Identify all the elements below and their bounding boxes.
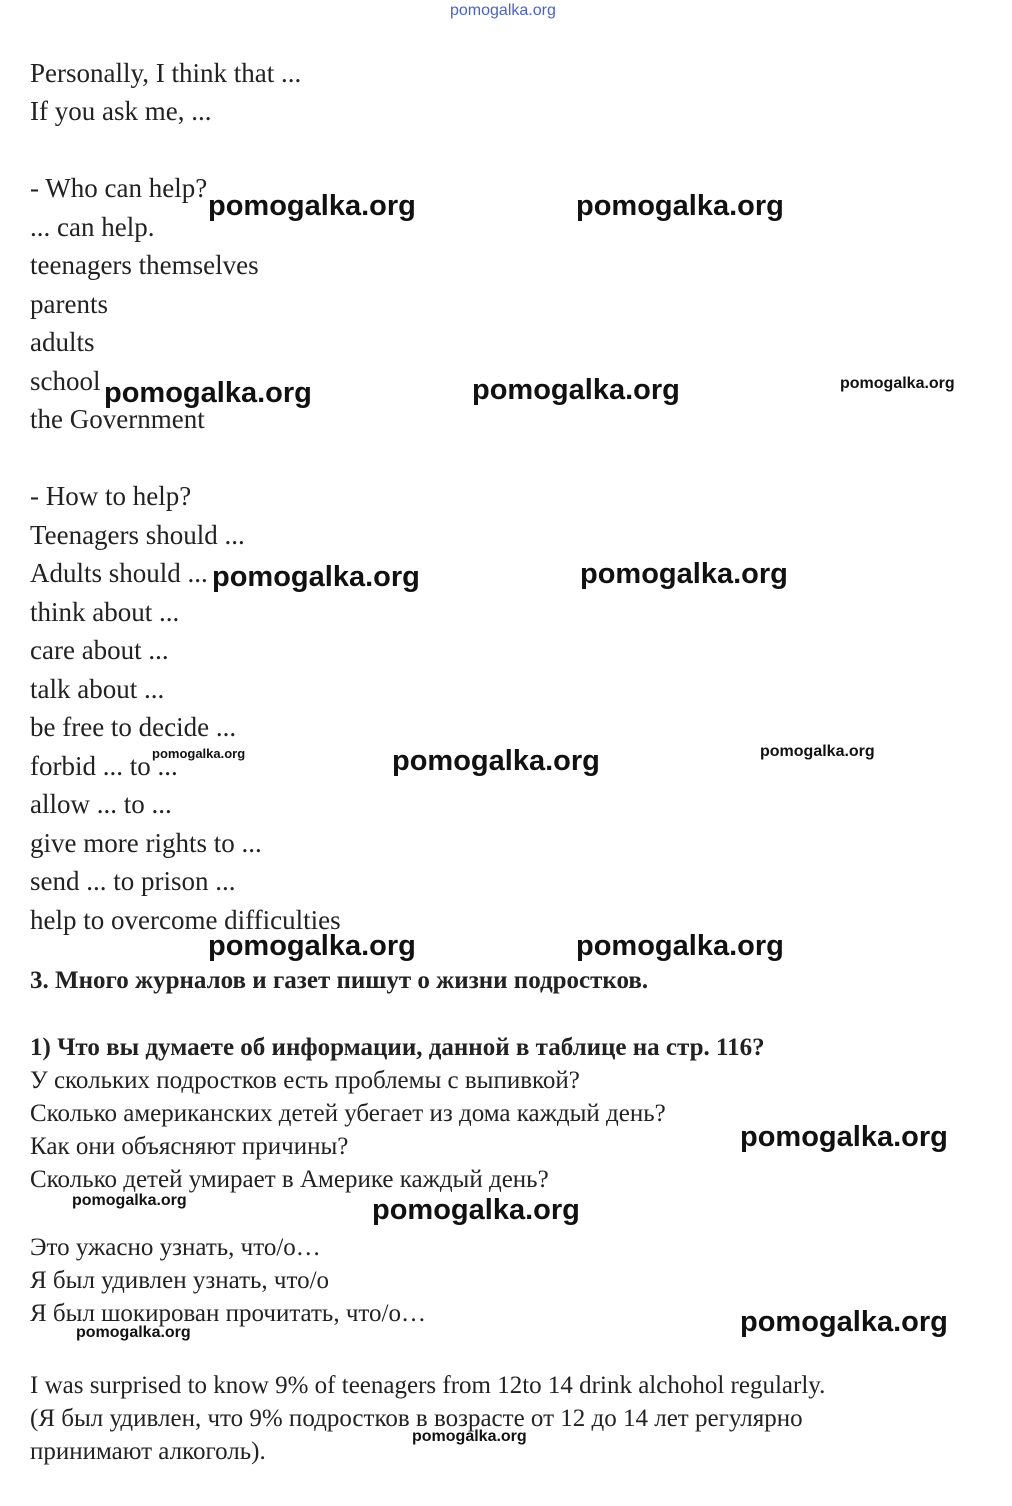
- watermark: pomogalka.org: [208, 190, 416, 222]
- text-line: Я был удивлен узнать, что/о: [30, 1267, 330, 1294]
- text-line: be free to decide ...: [30, 712, 237, 742]
- text-line: Сколько детей умирает в Америке каждый день?: [30, 1166, 549, 1193]
- watermark: pomogalka.org: [372, 1194, 580, 1226]
- watermark: pomogalka.org: [740, 1121, 948, 1153]
- text-line: the Government: [30, 404, 205, 434]
- text-line: allow ... to ...: [30, 789, 172, 819]
- watermark: pomogalka.org: [212, 561, 420, 593]
- example-russian-line-2: принимают алкоголь).: [30, 1438, 266, 1465]
- watermark-top: pomogalka.org: [450, 2, 556, 19]
- text-line: Как они объясняют причины?: [30, 1133, 349, 1160]
- watermark: pomogalka.org: [740, 1306, 948, 1338]
- watermark: pomogalka.org: [472, 374, 680, 406]
- text-line: talk about ...: [30, 674, 165, 704]
- example-russian-line-1: (Я был удивлен, что 9% подростков в возрасте от 12 до 14 лет регулярно: [30, 1405, 803, 1432]
- text-line: help to overcome difficulties: [30, 905, 341, 935]
- text-line: Это ужасно узнать, что/о…: [30, 1234, 321, 1261]
- text-line: У скольких подростков есть проблемы с выпивкой?: [30, 1067, 580, 1094]
- text-line: ... can help.: [30, 212, 155, 242]
- text-line: Adults should ...: [30, 558, 208, 588]
- text-line: forbid ... to ...: [30, 751, 178, 781]
- watermark: pomogalka.org: [72, 1192, 187, 1209]
- text-line: Personally, I think that ...: [30, 58, 302, 88]
- text-line: Teenagers should ...: [30, 520, 245, 550]
- text-line: school: [30, 366, 101, 396]
- text-line: If you ask me, ...: [30, 96, 212, 126]
- text-line: give more rights to ...: [30, 828, 262, 858]
- text-line: Сколько американских детей убегает из дома каждый день?: [30, 1100, 666, 1127]
- watermark: pomogalka.org: [580, 558, 788, 590]
- watermark: pomogalka.org: [208, 930, 416, 962]
- watermark: pomogalka.org: [760, 743, 875, 760]
- text-line: parents: [30, 289, 108, 319]
- text-line: think about ...: [30, 597, 180, 627]
- watermark: pomogalka.org: [576, 930, 784, 962]
- text-line: send ... to prison ...: [30, 866, 236, 896]
- watermark: pomogalka.org: [152, 746, 246, 761]
- text-line: adults: [30, 327, 95, 357]
- task-subheading: 1) Что вы думаете об информации, данной в таблице на стр. 116?: [30, 1034, 765, 1061]
- watermark: pomogalka.org: [76, 1324, 191, 1341]
- text-line: care about ...: [30, 635, 169, 665]
- example-english: I was surprised to know 9% of teenagers from 12to 14 drink alchohol regularly.: [30, 1372, 826, 1399]
- watermark: pomogalka.org: [412, 1428, 527, 1445]
- section-question: - How to help?: [30, 481, 192, 511]
- watermark: pomogalka.org: [392, 745, 600, 777]
- watermark: pomogalka.org: [576, 190, 784, 222]
- watermark: pomogalka.org: [104, 377, 312, 409]
- text-line: teenagers themselves: [30, 250, 259, 280]
- watermark: pomogalka.org: [840, 375, 955, 392]
- text-line: Я был шокирован прочитать, что/о…: [30, 1300, 426, 1327]
- task-heading: 3. Много журналов и газет пишут о жизни подростков.: [30, 967, 649, 994]
- section-question: - Who can help?: [30, 173, 208, 203]
